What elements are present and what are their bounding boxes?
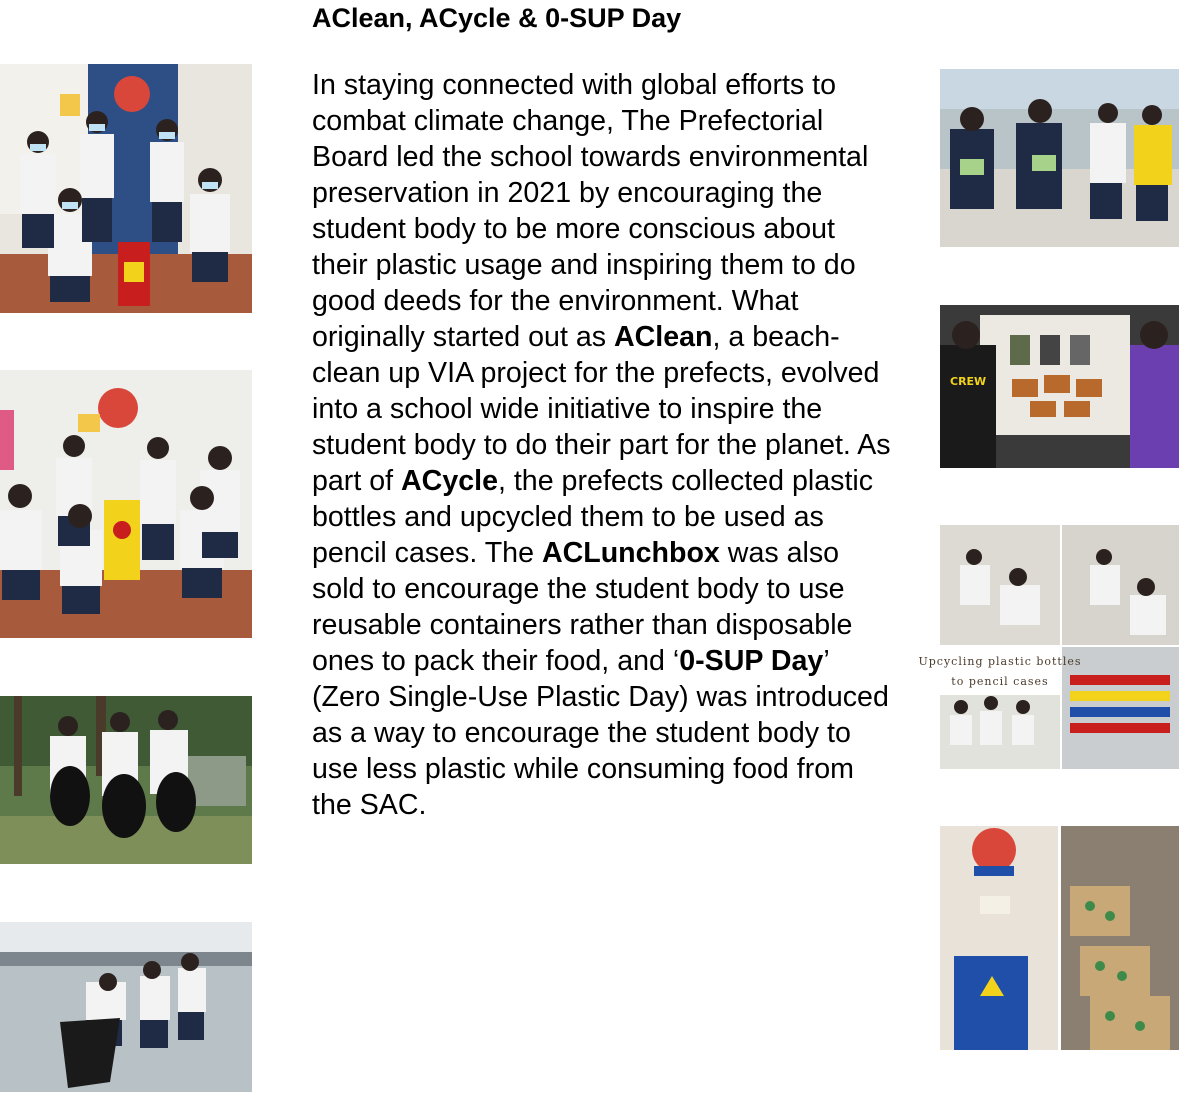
- paragraph-text-4: was also sold to encourage the student body to use reusable containers rather than disposable ones to pack their food, and ‘: [312, 537, 853, 677]
- aclean-term: AClean: [613, 321, 713, 353]
- aclunchbox-term: ACLunchbox: [541, 537, 720, 569]
- photo-lunchbox-corridor: [940, 69, 1179, 247]
- acycle-term: ACycle: [401, 465, 498, 497]
- paragraph-text-1: In staying connected with global efforts to combat climate change, The Prefectorial Board led the school towards environmental preservation in 2021 by encouraging the student body to be more conscious about their plastic usage and inspiring them to do good deeds for the environment. What originally started out as: [312, 69, 869, 353]
- collage-caption-line1: Upcycling plastic bottles: [918, 655, 1082, 668]
- body-paragraph: [312, 67, 892, 823]
- photo-upcycling-collage: [918, 525, 1179, 769]
- collage-caption-line2: to pencil cases: [951, 675, 1049, 688]
- photo-prefects-yellow-bin: [0, 370, 252, 638]
- photo-prefects-red-bin: [0, 64, 252, 313]
- paragraph-text-5: ’ (Zero Single-Use Plastic Day) was introduced as a way to encourage the student body to use less plastic while consuming food from the SAC.: [312, 645, 889, 821]
- photo-bottle-collection: [940, 826, 1179, 1050]
- photo-trash-bags-park: [0, 696, 252, 864]
- page-title: AClean, ACycle & 0-SUP Day: [312, 3, 682, 33]
- zero-sup-day-term: 0-SUP Day: [679, 645, 824, 677]
- paragraph-text-2: , a beach-clean up VIA project for the prefects, evolved into a school wide initiative to inspire the student body to do their part for the planet. As part of: [312, 321, 891, 497]
- crew-shirt-text: CREW: [950, 375, 987, 388]
- paragraph-text-3: , the prefects collected plastic bottles and upcycled them to be used as pencil cases. The: [312, 465, 874, 569]
- photo-lunchbox-display: [940, 305, 1179, 468]
- photo-beach-cleanup: [0, 922, 252, 1092]
